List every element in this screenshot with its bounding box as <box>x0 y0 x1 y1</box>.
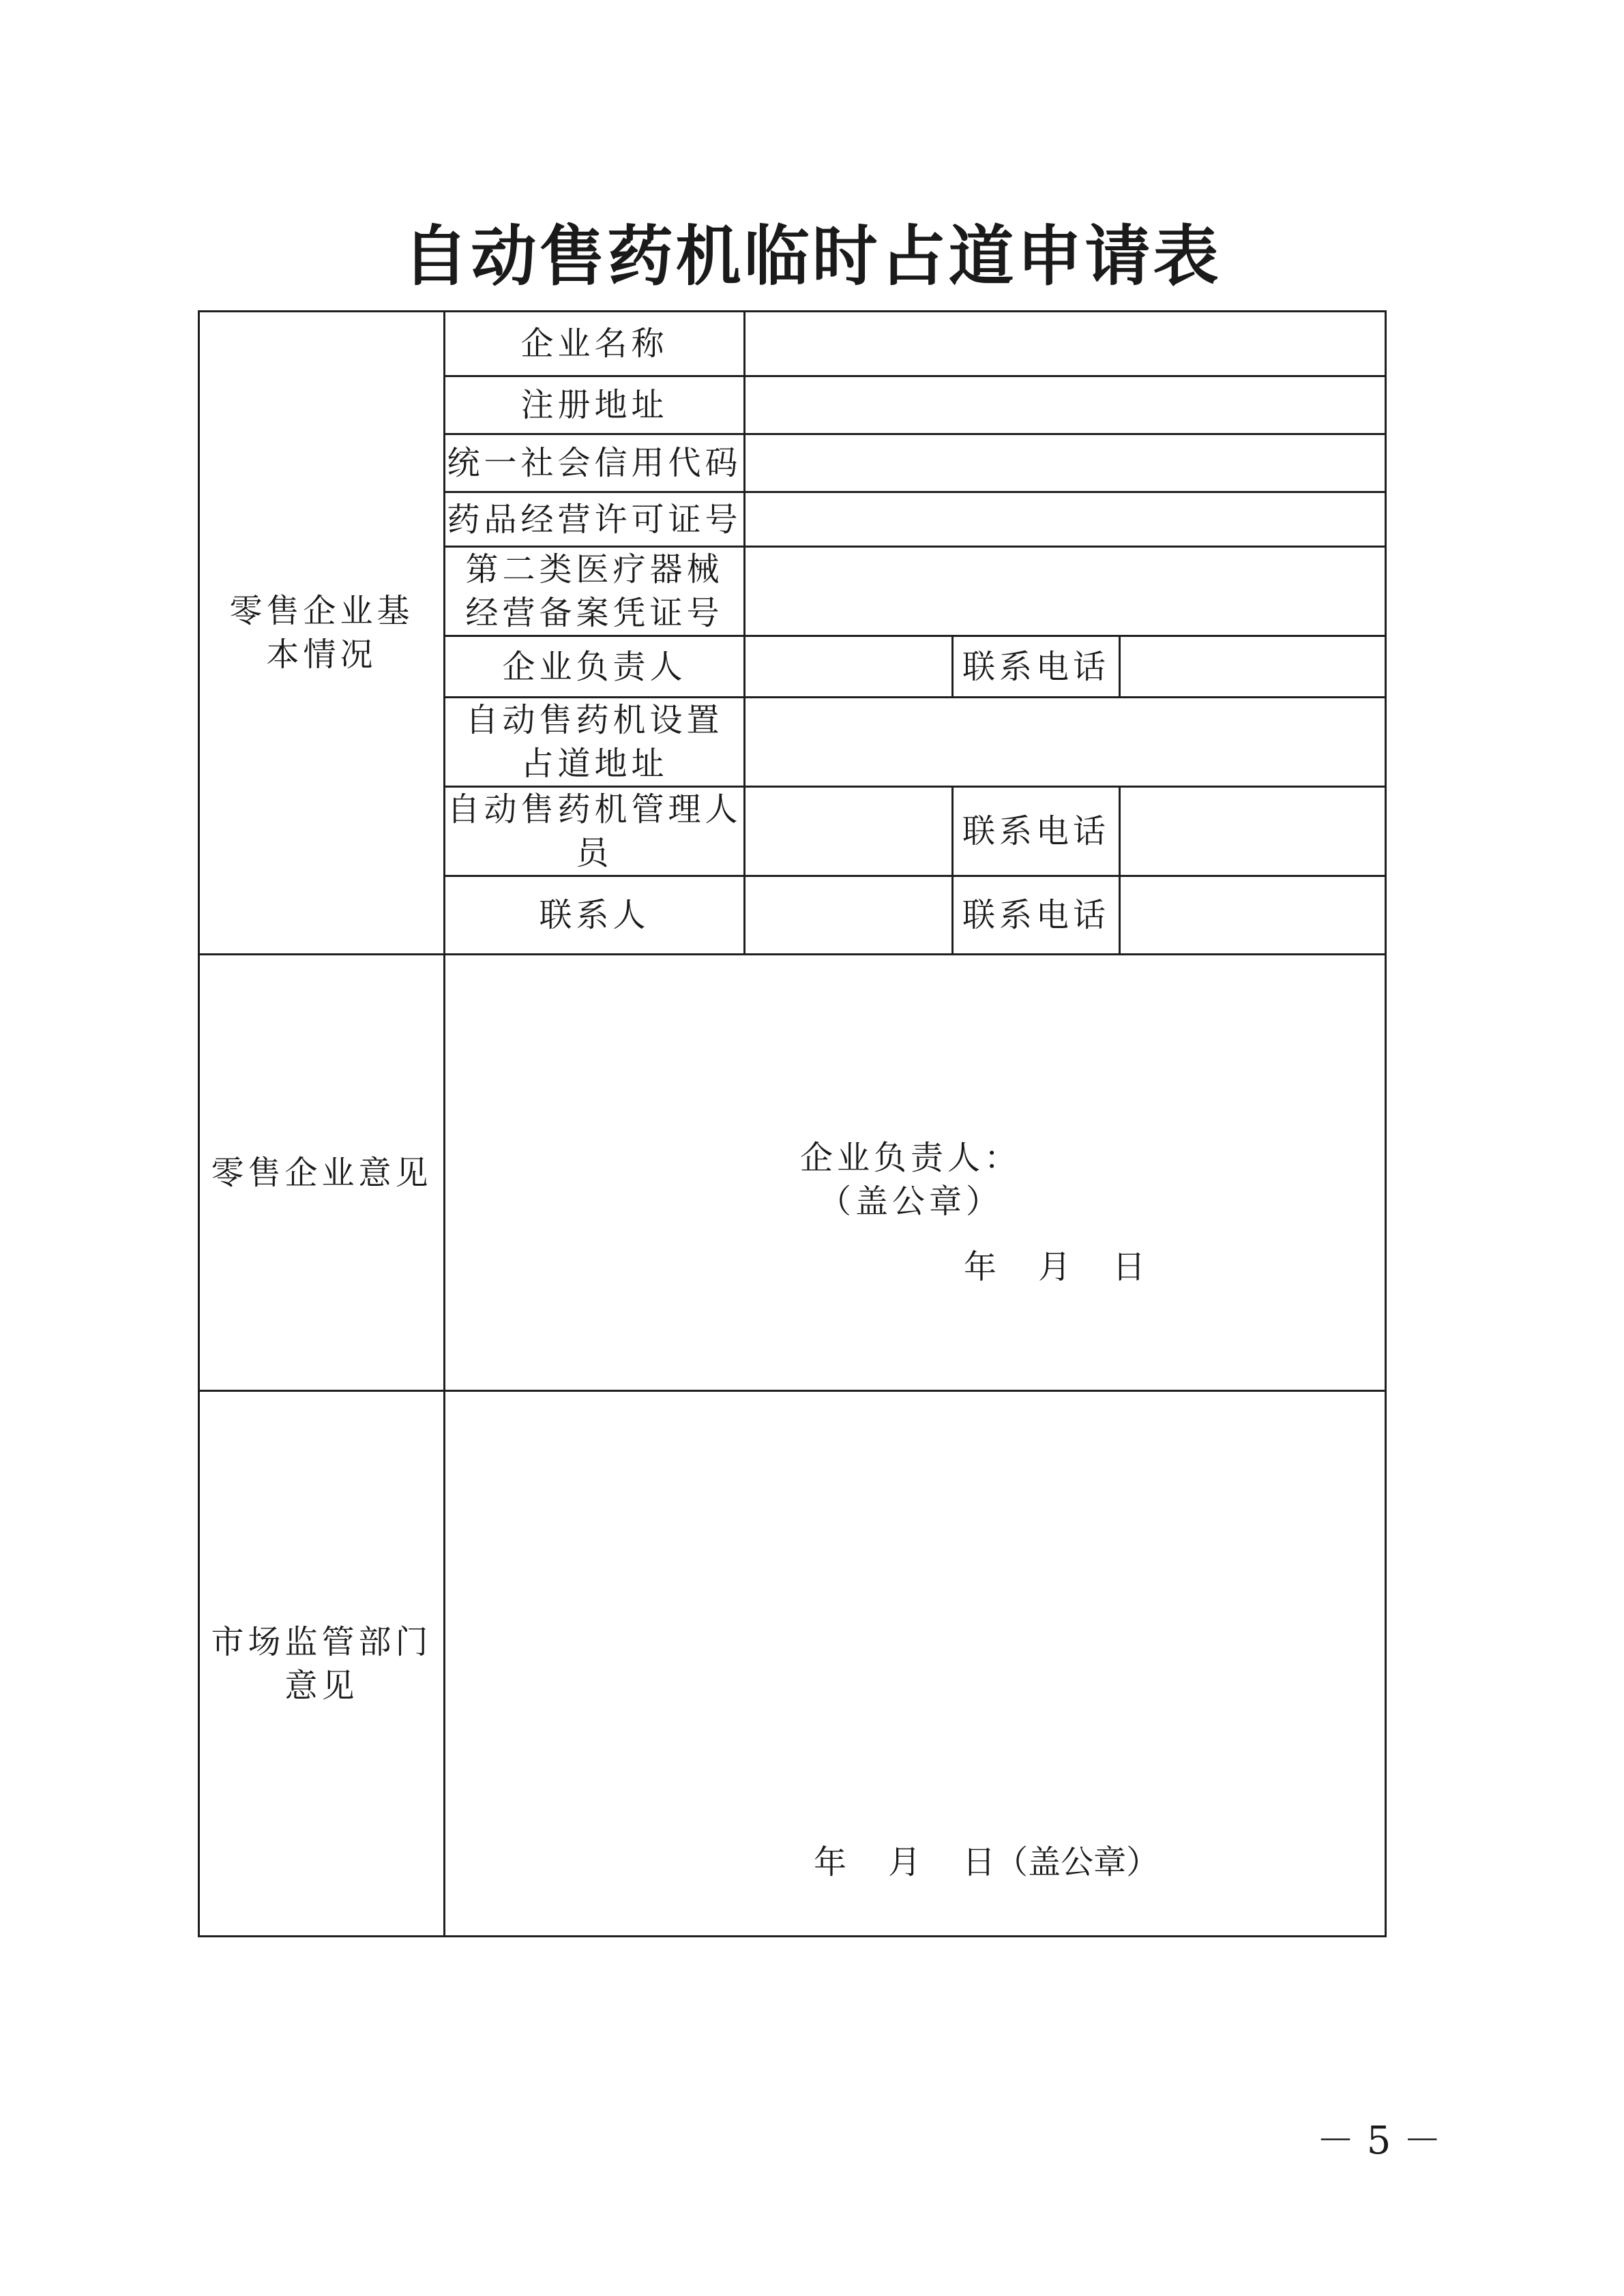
dept-opinion-field[interactable] <box>445 1391 1386 1937</box>
contact-person-field[interactable] <box>745 876 953 955</box>
credit-code-label: 统一社会信用代码 <box>445 434 745 492</box>
phone-field-2[interactable] <box>1120 787 1386 876</box>
contact-person-label: 联系人 <box>445 876 745 955</box>
phone-field-3[interactable] <box>1120 876 1386 955</box>
responsible-person-label: 企业负责人 <box>445 636 745 698</box>
phone-field-1[interactable] <box>1120 636 1386 698</box>
basic-info-label: 零售企业基本情况 <box>229 592 414 674</box>
phone-label-2: 联系电话 <box>953 787 1120 876</box>
registered-address-field[interactable] <box>745 376 1386 434</box>
section-label-company-opinion <box>199 955 445 1391</box>
document-title: 自动售药机临时占道申请表 <box>402 218 1222 295</box>
company-name-label: 企业名称 <box>445 312 745 376</box>
phone-label-3: 联系电话 <box>953 876 1120 955</box>
dept-opinion-label: 市场监管部门意见 <box>211 1622 432 1705</box>
company-signature-block <box>800 1136 1021 1223</box>
machine-address-label: 自动售药机设置占道地址 <box>445 698 745 787</box>
company-name-field[interactable] <box>745 312 1386 376</box>
registered-address-label: 注册地址 <box>445 376 745 434</box>
company-opinion-date: 年 月 日 <box>964 1248 1146 1286</box>
device-filing-label: 第二类医疗器械经营备案凭证号 <box>445 547 745 636</box>
machine-manager-field[interactable] <box>745 787 953 876</box>
company-opinion-field[interactable] <box>445 955 1386 1391</box>
machine-manager-label: 自动售药机管理人员 <box>445 787 745 876</box>
credit-code-field[interactable] <box>745 434 1386 492</box>
responsible-person-field[interactable] <box>745 636 953 698</box>
drug-license-label: 药品经营许可证号 <box>445 492 745 547</box>
company-signer-label: 企业负责人： <box>800 1139 1022 1177</box>
company-opinion-label: 零售企业意见 <box>211 1153 432 1192</box>
company-seal-label: （盖公章） <box>818 1182 1003 1221</box>
machine-address-field[interactable] <box>745 698 1386 787</box>
section-label-basic-info <box>199 312 445 955</box>
device-filing-field[interactable] <box>745 547 1386 636</box>
section-label-dept-opinion <box>199 1391 445 1937</box>
phone-label-1: 联系电话 <box>953 636 1120 698</box>
application-form-table <box>198 310 1387 1937</box>
drug-license-field[interactable] <box>745 492 1386 547</box>
dept-opinion-date-seal: 年 月 日（盖公章） <box>814 1843 1160 1881</box>
page-number: － 5 － <box>1316 2119 1442 2163</box>
